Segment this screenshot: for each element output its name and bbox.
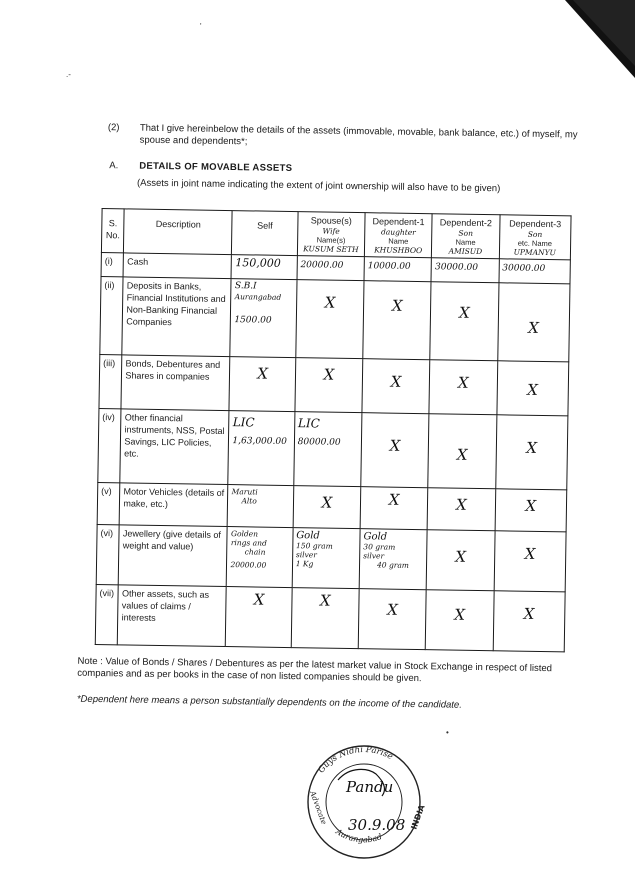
intro-paragraph: That I give hereinbelow the details of the assets (immovable, movable, bank balance, etc.) of myself, my spouse and dependents*;: [139, 122, 578, 148]
row-self-value: [227, 527, 293, 588]
hw-line: silver: [295, 550, 317, 560]
section-note: (Assets in joint name indicating the extent of joint ownership will also have to be given): [136, 177, 501, 195]
row-dependent3-value: [493, 591, 565, 652]
movable-assets-table: [95, 208, 572, 652]
table-row: [97, 483, 567, 532]
scan-speck: .-: [66, 70, 71, 79]
row-description: Deposits in Banks, Financial Institutions and Non-Banking Financial Companies: [122, 277, 231, 357]
header-dependent3-name-label: etc. Name: [517, 238, 553, 249]
row-sno: (ii): [100, 277, 124, 355]
cross-mark: X: [525, 496, 537, 515]
note-market-value: Note : Value of Bonds / Shares / Debentures as per the latest market value in Stock Exchange in respect of listed companies and as per books in the case of non listed companies should be given.: [77, 655, 553, 685]
row-dependent1-value: [364, 257, 432, 282]
row-dependent3-value: [499, 259, 571, 284]
cross-mark: X: [455, 547, 467, 566]
seal-top-text: Guys Nidhi Parise: [316, 744, 395, 776]
row-spouse-value: [297, 256, 365, 281]
row-sno: (iv): [98, 409, 122, 483]
seal-bottom-text: Aurangabad: [334, 826, 384, 845]
row-description: Other assets, such as values of claims / interests: [118, 585, 227, 647]
header-dependent3-hw-relation: Son: [527, 229, 543, 239]
cross-mark: X: [391, 296, 403, 315]
row-dependent1-value: [359, 529, 427, 590]
cross-mark: X: [253, 590, 265, 609]
header-dependent2-hw-name: AMISUD: [448, 246, 483, 257]
cross-mark: X: [458, 303, 470, 322]
header-spouse-hw-relation: Wife: [322, 226, 340, 236]
header-spouse-label: Spouse(s): [310, 215, 352, 226]
row-dependent2-value: [429, 360, 497, 415]
header-dependent1-name-label: Name: [388, 236, 409, 246]
header-dependent1-hw-relation: daughter: [380, 227, 416, 237]
row-description: Motor Vehicles (details of make, etc.): [120, 483, 229, 527]
cross-mark: X: [323, 365, 335, 384]
row-dependent3-value: [494, 531, 566, 592]
seal-date: 30.9.08: [348, 816, 406, 834]
header-spouse-hw-name: KUSUM SETH: [303, 244, 359, 255]
cross-mark: X: [457, 373, 469, 392]
row-dependent1-value: [362, 359, 430, 414]
row-description: Other financial instruments, NSS, Postal Savings, LIC Policies, etc.: [120, 409, 229, 485]
hw-value: 20000.00: [300, 260, 344, 271]
header-dependent1-label: Dependent-1: [372, 216, 425, 228]
cross-mark: X: [526, 438, 538, 457]
cross-mark: X: [257, 364, 269, 383]
hw-line: Gold: [296, 530, 320, 542]
cross-mark: X: [527, 380, 539, 399]
row-spouse-value: [295, 358, 363, 413]
row-sno: (vii): [95, 584, 118, 644]
header-spouse-name-label: Name(s): [316, 235, 346, 245]
row-self-value: [228, 411, 294, 486]
row-self-value: [226, 587, 292, 648]
table-row: [99, 355, 569, 416]
cross-mark: X: [454, 605, 466, 624]
seal-graphic: [298, 738, 430, 860]
row-dependent2-value: [428, 414, 496, 489]
row-dependent2-value: [427, 488, 495, 531]
row-spouse-value: [296, 280, 364, 359]
row-self-value: [230, 279, 296, 358]
cross-mark: X: [390, 372, 402, 391]
hw-line: Gold: [363, 531, 388, 543]
row-self-value: [228, 485, 294, 528]
cross-mark: X: [319, 591, 331, 610]
row-dependent3-value: [495, 489, 567, 532]
scan-speck: •: [446, 728, 449, 737]
hw-line: Golden: [230, 529, 259, 539]
header-sno: S. No.: [101, 209, 124, 253]
cross-mark: X: [388, 490, 400, 509]
cross-mark: X: [324, 293, 336, 312]
row-dependent2-value: [426, 530, 494, 591]
hw-line: Maruti: [231, 487, 258, 497]
cross-mark: X: [387, 600, 398, 619]
hw-line: 150 gram: [296, 541, 333, 551]
hw-line: LIC: [297, 416, 320, 431]
hw-line: LIC: [232, 415, 255, 430]
hw-line: 1500.00: [234, 315, 272, 326]
row-dependent3-value: [497, 283, 570, 362]
hw-line: S.B.I: [234, 281, 257, 292]
row-dependent2-value: [431, 258, 499, 283]
row-spouse-value: [291, 588, 359, 649]
row-dependent3-value: [496, 361, 568, 416]
header-dependent1: [364, 213, 432, 258]
row-spouse-value: [294, 412, 362, 487]
row-dependent1-value: [363, 281, 431, 360]
row-description: Jewellery (give details of weight and value): [119, 525, 228, 587]
hw-line: rings and: [230, 538, 267, 548]
table-row: [100, 277, 570, 362]
cross-mark: X: [528, 318, 540, 337]
cross-mark: X: [523, 604, 535, 623]
seal-right-text: INDIA: [409, 803, 427, 831]
hw-line: 20000.00: [230, 560, 267, 570]
seal-signature: Pandu: [346, 778, 394, 796]
seal-left-text: Advocate: [308, 789, 329, 826]
cross-mark: X: [321, 493, 333, 512]
cross-mark: X: [389, 436, 401, 455]
header-dependent2-hw-relation: Son: [458, 228, 474, 238]
header-dependent2-name-label: Name: [455, 237, 476, 247]
row-self-value: [232, 255, 298, 280]
header-dependent3-hw-name: UPMANYU: [513, 247, 556, 258]
header-self: Self: [232, 211, 298, 256]
hw-line: silver: [363, 551, 385, 561]
note-dependent-definition: *Dependent here means a person substantially dependents on the income of the candidate.: [76, 693, 462, 711]
row-sno: (iii): [99, 355, 122, 409]
hw-line: chain: [244, 547, 266, 557]
cross-mark: X: [524, 544, 536, 563]
row-self-value: [229, 357, 295, 412]
hw-line: 80000.00: [297, 437, 341, 448]
row-description: Bonds, Debentures and Shares in companies: [121, 355, 230, 411]
hw-line: 40 gram: [376, 560, 410, 570]
row-dependent1-value: [360, 487, 428, 530]
table-row: [95, 584, 565, 651]
header-spouse: [297, 212, 365, 257]
table-header-row: [101, 209, 571, 260]
table-row: [96, 525, 566, 592]
hw-line: Aurangabad: [234, 292, 282, 302]
row-spouse-value: [293, 486, 361, 529]
hw-value: 150,000: [235, 256, 281, 270]
row-description: Cash: [123, 253, 231, 279]
notary-seal: [298, 738, 430, 860]
table-row: [98, 409, 568, 490]
hw-value: 30000.00: [434, 262, 479, 273]
cross-mark: X: [455, 495, 467, 514]
section-title: DETAILS OF MOVABLE ASSETS: [139, 160, 293, 175]
cross-mark: X: [456, 445, 468, 464]
header-description: Description: [124, 209, 233, 255]
header-dependent2: [432, 214, 500, 259]
scan-speck: ': [200, 22, 202, 31]
section-letter: A.: [109, 160, 119, 172]
header-dependent1-hw-name: KHUSHBOO: [374, 245, 423, 256]
row-dependent2-value: [426, 590, 494, 651]
row-sno: (i): [101, 253, 124, 277]
hw-value: 30000.00: [502, 263, 546, 275]
row-dependent1-value: [361, 413, 429, 488]
row-spouse-value: [292, 528, 360, 589]
paragraph-number: (2): [107, 122, 120, 134]
header-dependent3: [499, 215, 571, 260]
hw-value: 10000.00: [367, 261, 411, 272]
hw-line: 30 gram: [363, 542, 396, 552]
row-dependent1-value: [358, 589, 426, 650]
hw-line: 1,63,000.00: [232, 436, 287, 447]
hw-line: Alto: [241, 496, 257, 506]
hw-line: 1 Kg: [295, 559, 314, 569]
row-sno: (vi): [96, 525, 119, 585]
header-dependent3-label: Dependent-3: [509, 218, 562, 230]
row-dependent3-value: [495, 415, 568, 490]
row-dependent2-value: [430, 282, 498, 361]
row-sno: (v): [97, 483, 120, 525]
header-dependent2-label: Dependent-2: [439, 217, 492, 229]
